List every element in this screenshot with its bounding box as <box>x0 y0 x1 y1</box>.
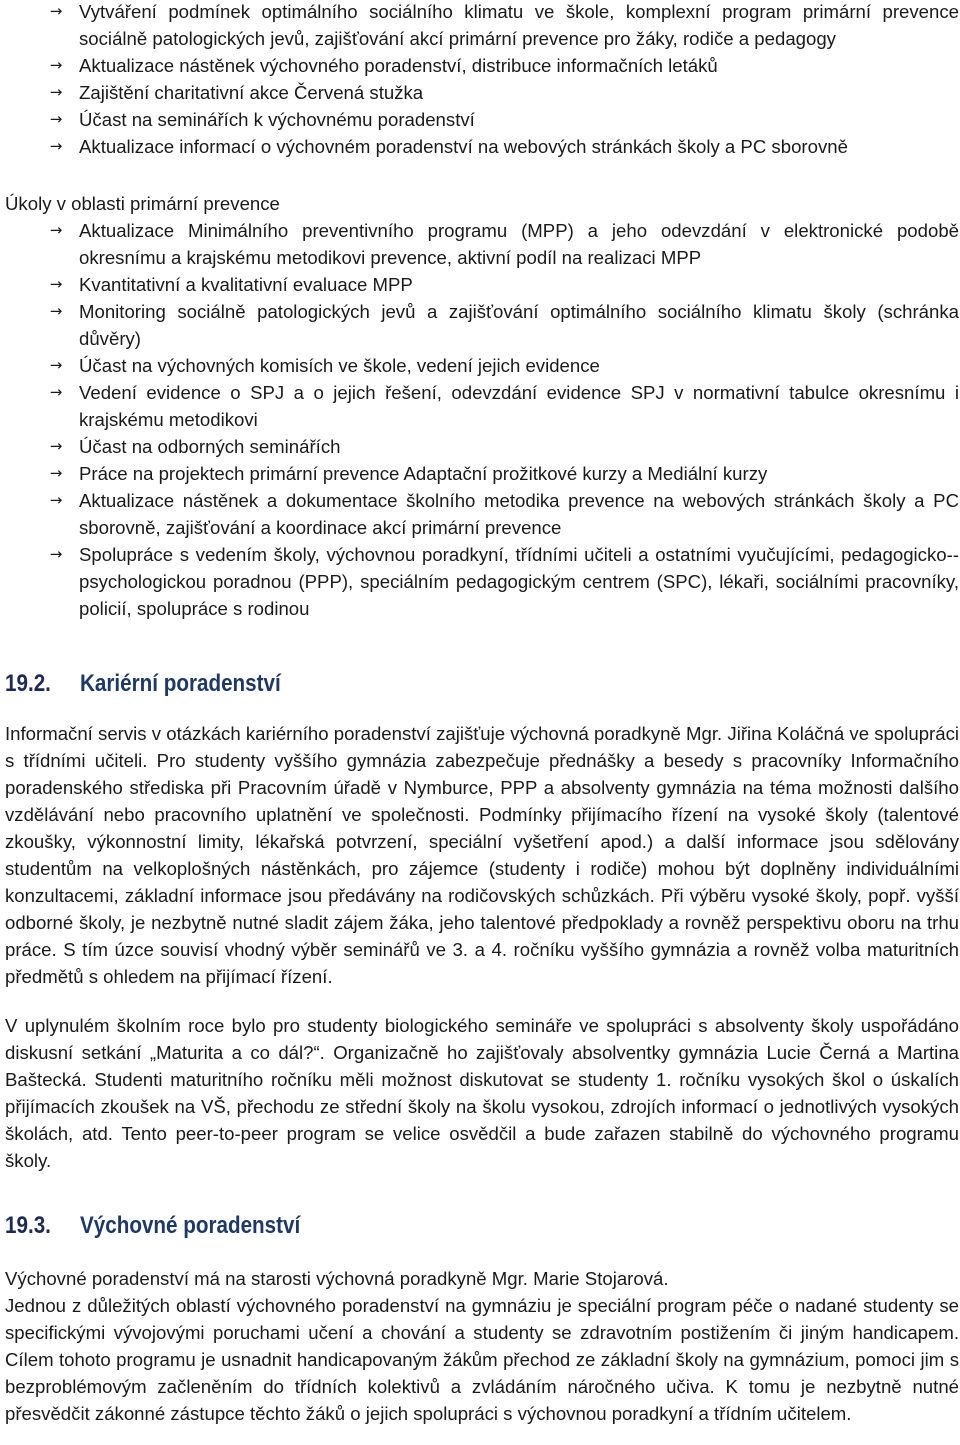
section-heading-19-3 <box>5 1212 336 1240</box>
arrow-right-icon: → <box>49 383 63 401</box>
arrow-right-icon: → <box>49 545 63 563</box>
arrow-right-icon: → <box>49 2 63 20</box>
arrow-right-icon: → <box>49 221 63 239</box>
list-item: → Aktualizace informací o výchovném poradenství na webových stránkách školy a PC sborovně <box>5 133 959 160</box>
section-number: 19.2. <box>5 670 51 697</box>
section-number: 19.3. <box>5 1212 51 1239</box>
list-item: → Účast na výchovných komisích ve škole, vedení jejich evidence <box>5 352 959 379</box>
paragraph: Výchovné poradenství má na starosti výchovná poradkyně Mgr. Marie Stojarová. <box>5 1268 669 1289</box>
list-item: → Vytváření podmínek optimálního sociálního klimatu ve škole, komplexní program primární prevence sociálně patologických jevů, zajišťování akcí primární prevence pro žáky, rodiče a pedagogy <box>5 0 959 52</box>
arrow-right-icon: → <box>49 302 63 320</box>
list-item: → Aktualizace nástěnek a dokumentace školního metodika prevence na webových stránkách školy a PC sborovně, zajišťování a koordinace akcí primární prevence <box>5 487 959 541</box>
arrow-right-icon: → <box>49 110 63 128</box>
arrow-right-icon: → <box>49 137 63 155</box>
list-item: → Zajištění charitativní akce Červená stužka <box>5 79 959 106</box>
arrow-right-icon: → <box>49 437 63 455</box>
list-item: → Spolupráce s vedením školy, výchovnou poradkyní, třídními učiteli a ostatními vyučujícími, pedagogicko--psychologickou poradnou (PPP), speciálním pedagogickým centrem (SPC), lékaři, sociálními pracovníky, policií, spolupráce s rodinou <box>5 541 959 622</box>
arrow-right-icon: → <box>49 83 63 101</box>
top-bullet-list <box>5 0 959 160</box>
paragraph: V uplynulém školním roce bylo pro studenty biologického semináře ve spolupráci s absolventy školy uspořádáno diskusní setkání „Maturita a co dál?“. Organizačně ho zajišťovaly absolventky gymnázia Lucie Černá a Martina Baštecká. Studenti maturitního ročníku měli možnost diskutovat se studenty 1. ročníku vysokých škol o úskalích přijímacích zkoušek na VŠ, přechodu ze střední školy na školu vysokou, zdrojích informací o jednotlivých vysokých školách, atd. Tento peer-to-peer program se velice osvědčil a bude zařazen stabilně do výchovného programu školy. <box>5 1015 959 1171</box>
prevention-bullet-list <box>5 217 959 622</box>
prevention-heading: Úkoly v oblasti primární prevence <box>5 193 280 214</box>
arrow-right-icon: → <box>49 464 63 482</box>
paragraph: Informační servis v otázkách kariérního poradenství zajišťuje výchovná poradkyně Mgr. Jiřina Koláčná ve spolupráci s třídními učiteli. Pro studenty vyššího gymnázia zabezpečuje přednášky a besedy s pracovníky Informačního poradenského střediska při Pracovním úřadě v Nymburce, PPP a absolventy gymnázia na téma možnosti dalšího vzdělávání nebo pracovního uplatnění ve společnosti. Podmínky přijímacího řízení na vysoké školy (talentové zkoušky, výkonnostní limity, lékařská potvrzení, speciální vyšetření apod.) a další informace jsou sdělovány studentům na velkoplošných nástěnkách, pro zájemce (studenty i rodiče) mohou být doplněny individuálními konzultacemi, základní informace jsou předávány na rodičovských schůzkách. Při výběru vysoké školy, popř. vyšší odborné školy, je nezbytně nutné sladit zájem žáka, jeho talentové předpoklady a rovněž perspektivu oboru na trhu práce. S tím úzce souvisí vhodný výběr seminářů ve 3. a 4. ročníku vyššího gymnázia a rovněž volba maturitních předmětů s ohledem na přijímací řízení. <box>5 723 959 987</box>
section-title: Kariérní poradenství <box>80 670 281 697</box>
arrow-right-icon: → <box>49 56 63 74</box>
list-item: → Účast na odborných seminářích <box>5 433 959 460</box>
section-title: Výchovné poradenství <box>80 1212 301 1239</box>
section-heading-19-2 <box>5 670 313 698</box>
arrow-right-icon: → <box>49 491 63 509</box>
list-item: → Účast na seminářích k výchovnému poradenství <box>5 106 959 133</box>
arrow-right-icon: → <box>49 356 63 374</box>
list-item: → Kvantitativní a kvalitativní evaluace MPP <box>5 271 959 298</box>
list-item: → Práce na projektech primární prevence Adaptační prožitkové kurzy a Mediální kurzy <box>5 460 959 487</box>
list-item: → Monitoring sociálně patologických jevů a zajišťování optimálního sociálního klimatu školy (schránka důvěry) <box>5 298 959 352</box>
list-item: → Aktualizace Minimálního preventivního programu (MPP) a jeho odevzdání v elektronické podobě okresnímu a krajskému metodikovi prevence, aktivní podíl na realizaci MPP <box>5 217 959 271</box>
list-item: → Aktualizace nástěnek výchovného poradenství, distribuce informačních letáků <box>5 52 959 79</box>
arrow-right-icon: → <box>49 275 63 293</box>
list-item: → Vedení evidence o SPJ a o jejich řešení, odevzdání evidence SPJ v normativní tabulce okresnímu i krajskému metodikovi <box>5 379 959 433</box>
paragraph: Jednou z důležitých oblastí výchovného poradenství na gymnáziu je speciální program péče o nadané studenty se specifickými vývojovými poruchami učení a chování a studenty se zdravotním postižením či jiným handicapem. Cílem tohoto programu je usnadnit handicapovaným žákům přechod ze základní školy na gymnázium, pomoci jim s bezproblémovým začleněním do třídních kolektivů a zvládáním náročného učiva. K tomu je nezbytně nutné přesvědčit zákonné zástupce těchto žáků o jejich spolupráci s výchovnou poradkyní a třídním učitelem. <box>5 1295 959 1424</box>
